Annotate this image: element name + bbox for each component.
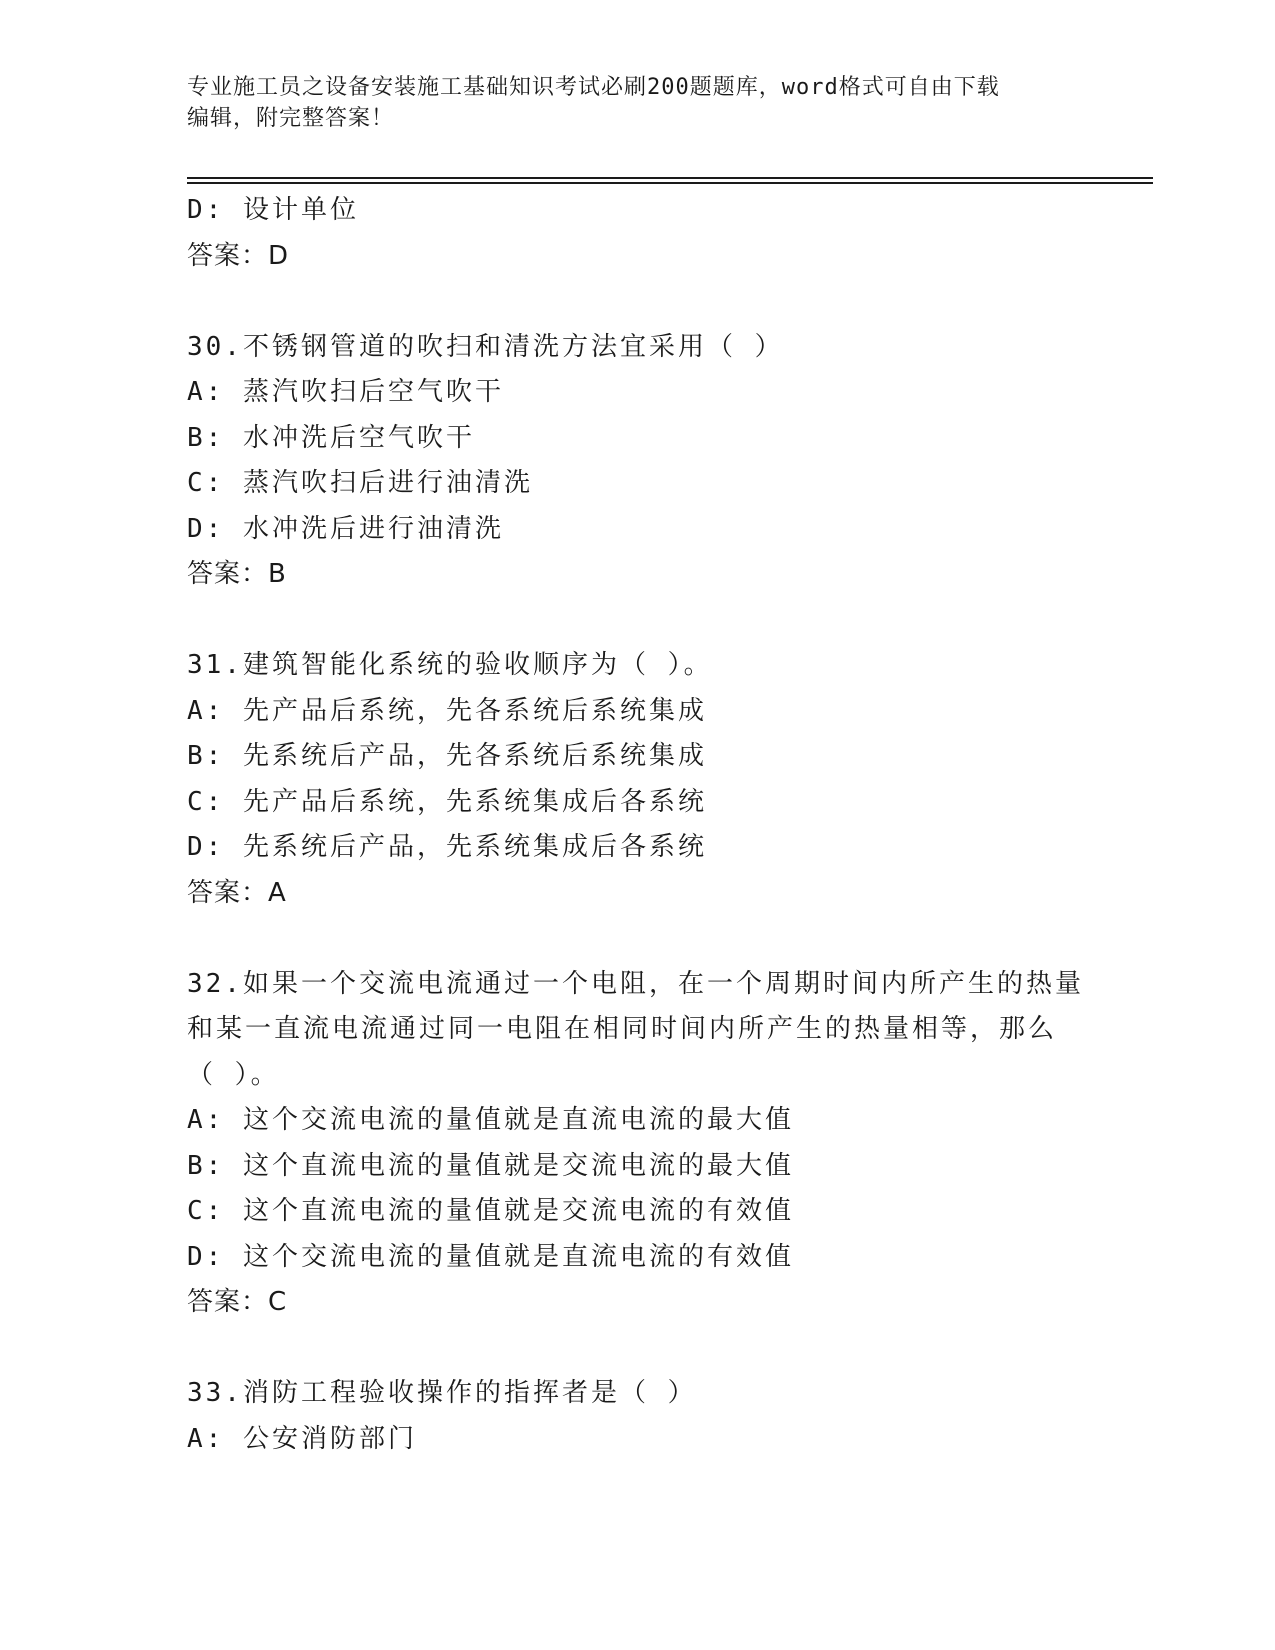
option-line: D: 设计单位 xyxy=(187,195,359,225)
block-spacer xyxy=(187,916,1087,962)
question-list xyxy=(187,188,1087,1462)
option-line: A: 先产品后系统，先各系统后系统集成 xyxy=(187,695,707,726)
option-line: C: 这个直流电流的量值就是交流电流的有效值 xyxy=(187,1196,794,1226)
header-divider-top xyxy=(187,177,1153,179)
option-line: D: 水冲洗后进行油清洗 xyxy=(187,513,504,544)
header-divider-bottom xyxy=(187,182,1153,184)
question-stem: 和某一直流电流通过同一电阻在相同时间内所产生的热量相等，那么 xyxy=(187,1014,1058,1044)
answer-line: 答案：C xyxy=(187,1287,288,1317)
option-line: B: 先系统后产品，先各系统后系统集成 xyxy=(187,741,707,771)
question-block xyxy=(187,1371,1087,1462)
question-block xyxy=(187,643,1087,916)
question-stem: （ ）。 xyxy=(187,1059,280,1090)
answer-line: 答案：A xyxy=(187,877,287,908)
option-line: A: 蒸汽吹扫后空气吹干 xyxy=(187,377,504,407)
question-block xyxy=(187,325,1087,598)
header-line-1: 专业施工员之设备安装施工基础知识考试必刷200题题库，word格式可自由下载 xyxy=(187,75,1000,100)
option-line: D: 这个交流电流的量值就是直流电流的有效值 xyxy=(187,1241,794,1272)
option-line: C: 蒸汽吹扫后进行油清洗 xyxy=(187,468,533,498)
question-stem: 32.如果一个交流电流通过一个电阻，在一个周期时间内所产生的热量 xyxy=(187,968,1084,999)
option-line: C: 先产品后系统，先系统集成后各系统 xyxy=(187,786,707,817)
header-line-2: 编辑，附完整答案！ xyxy=(187,106,395,131)
answer-line: 答案：B xyxy=(187,559,287,589)
question-stem: 33.消防工程验收操作的指挥者是（ ） xyxy=(187,1378,697,1408)
block-spacer xyxy=(187,1326,1087,1372)
question-stem: 30.不锈钢管道的吹扫和清洗方法宜采用（ ） xyxy=(187,331,784,362)
option-line: B: 水冲洗后空气吹干 xyxy=(187,422,475,453)
option-line: A: 这个交流电流的量值就是直流电流的最大值 xyxy=(187,1105,794,1135)
option-line: A: 公安消防部门 xyxy=(187,1423,417,1454)
question-block xyxy=(187,962,1087,1326)
block-spacer xyxy=(187,279,1087,325)
option-line: B: 这个直流电流的量值就是交流电流的最大值 xyxy=(187,1150,794,1181)
document-header xyxy=(187,72,1067,134)
question-block xyxy=(187,188,1087,279)
question-stem: 31.建筑智能化系统的验收顺序为（ ）。 xyxy=(187,650,713,680)
answer-line: 答案：D xyxy=(187,240,290,271)
block-spacer xyxy=(187,598,1087,644)
option-line: D: 先系统后产品，先系统集成后各系统 xyxy=(187,832,707,862)
